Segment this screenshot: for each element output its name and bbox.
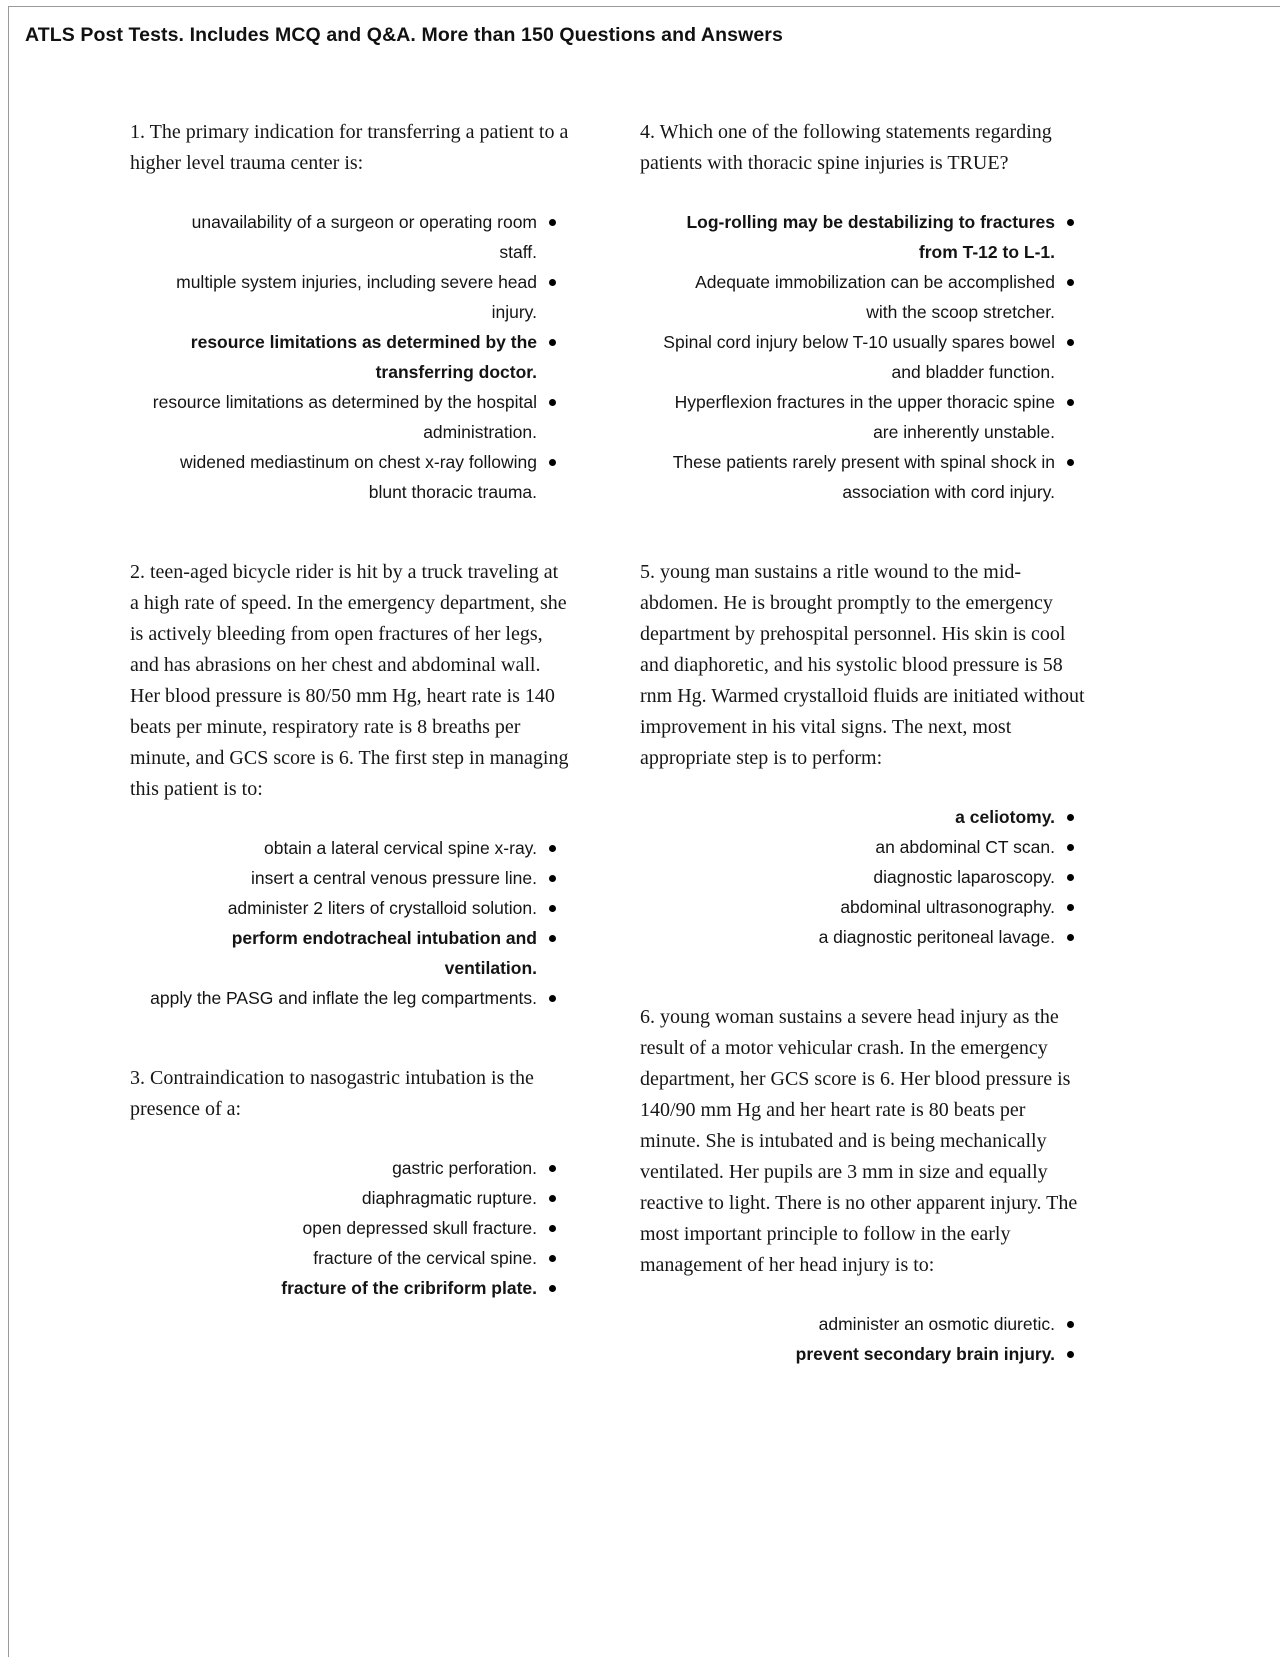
option-text: an abdominal CT scan. bbox=[875, 837, 1055, 857]
option-text: diaphragmatic rupture. bbox=[361, 1188, 537, 1208]
option-text: fracture of the cribriform plate. bbox=[281, 1278, 537, 1298]
bullet-icon bbox=[1067, 279, 1074, 286]
answer-option bbox=[150, 1273, 570, 1303]
answer-option bbox=[660, 922, 1088, 952]
option-text: resource limitations as determined by the hospital administration. bbox=[152, 392, 537, 442]
answer-option bbox=[150, 267, 570, 327]
answer-option bbox=[150, 893, 570, 923]
answer-option bbox=[660, 892, 1088, 922]
answer-option bbox=[150, 1153, 570, 1183]
bullet-icon bbox=[1067, 934, 1074, 941]
bullet-icon bbox=[549, 219, 556, 226]
options-list bbox=[640, 802, 1088, 952]
option-text: obtain a lateral cervical spine x-ray. bbox=[264, 838, 537, 858]
option-text: administer 2 liters of crystalloid solution. bbox=[227, 898, 537, 918]
answer-option bbox=[150, 207, 570, 267]
option-text: open depressed skull fracture. bbox=[302, 1218, 537, 1238]
answer-option bbox=[150, 327, 570, 387]
option-text: a diagnostic peritoneal lavage. bbox=[818, 927, 1055, 947]
bullet-icon bbox=[549, 905, 556, 912]
options-list bbox=[130, 833, 570, 1013]
question-block-6 bbox=[640, 1002, 1088, 1369]
question-block-2 bbox=[130, 557, 570, 1013]
answer-option bbox=[660, 1339, 1088, 1369]
answer-option bbox=[150, 387, 570, 447]
question-block-4 bbox=[640, 117, 1088, 507]
bullet-icon bbox=[1067, 459, 1074, 466]
bullet-icon bbox=[549, 339, 556, 346]
answer-option bbox=[150, 863, 570, 893]
bullet-icon bbox=[549, 459, 556, 466]
option-text: multiple system injuries, including severe head injury. bbox=[176, 272, 537, 322]
options-list bbox=[130, 1153, 570, 1303]
question-text: 3. Contraindication to nasogastric intubation is the presence of a: bbox=[130, 1067, 534, 1120]
answer-option bbox=[150, 923, 570, 983]
option-text: widened mediastinum on chest x-ray following blunt thoracic trauma. bbox=[180, 452, 537, 502]
bullet-icon bbox=[549, 1195, 556, 1202]
bullet-icon bbox=[1067, 814, 1074, 821]
option-text: apply the PASG and inflate the leg compartments. bbox=[150, 988, 537, 1008]
right-column bbox=[640, 117, 1088, 1419]
options-list bbox=[640, 1309, 1088, 1369]
option-text: Spinal cord injury below T-10 usually spares bowel and bladder function. bbox=[663, 332, 1055, 382]
document-title: ATLS Post Tests. Includes MCQ and Q&A. More than 150 Questions and Answers bbox=[25, 24, 783, 46]
answer-option bbox=[660, 832, 1088, 862]
document-body bbox=[0, 117, 1280, 1419]
answer-option bbox=[150, 1213, 570, 1243]
question-text: 4. Which one of the following statements regarding patients with thoracic spine injuries is TRUE? bbox=[640, 121, 1052, 174]
bullet-icon bbox=[1067, 874, 1074, 881]
bullet-icon bbox=[549, 935, 556, 942]
option-text: Hyperflexion fractures in the upper thoracic spine are inherently unstable. bbox=[674, 392, 1055, 442]
bullet-icon bbox=[549, 1165, 556, 1172]
answer-option bbox=[150, 1243, 570, 1273]
bullet-icon bbox=[549, 1285, 556, 1292]
option-text: Adequate immobilization can be accomplished with the scoop stretcher. bbox=[695, 272, 1055, 322]
answer-option bbox=[150, 833, 570, 863]
options-list bbox=[130, 207, 570, 507]
question-block-3 bbox=[130, 1063, 570, 1303]
option-text: insert a central venous pressure line. bbox=[251, 868, 537, 888]
option-text: diagnostic laparoscopy. bbox=[873, 867, 1055, 887]
question-text: 5. young man sustains a ritle wound to the mid-abdomen. He is brought promptly to the emergency department by prehospital personnel. His skin is cool and diaphoretic, and his systolic blood pressure is 58 rnm Hg. Warmed crystalloid fluids are initiated without improvement in his vital signs. The next, most appropriate step is to perform: bbox=[640, 561, 1085, 769]
answer-option bbox=[660, 862, 1088, 892]
question-text: 1. The primary indication for transferring a patient to a higher level trauma center is: bbox=[130, 121, 569, 174]
answer-option bbox=[150, 1183, 570, 1213]
option-text: administer an osmotic diuretic. bbox=[818, 1314, 1055, 1334]
option-text: These patients rarely present with spinal shock in association with cord injury. bbox=[672, 452, 1055, 502]
answer-option bbox=[150, 447, 570, 507]
question-block-5 bbox=[640, 557, 1088, 952]
bullet-icon bbox=[549, 995, 556, 1002]
bullet-icon bbox=[1067, 1321, 1074, 1328]
option-text: prevent secondary brain injury. bbox=[795, 1344, 1055, 1364]
option-text: perform endotracheal intubation and ventilation. bbox=[231, 928, 537, 978]
bullet-icon bbox=[549, 875, 556, 882]
answer-option bbox=[150, 983, 570, 1013]
answer-option bbox=[660, 387, 1088, 447]
question-text: 6. young woman sustains a severe head injury as the result of a motor vehicular crash. In the emergency department, her GCS score is 6. Her blood pressure is 140/90 mm Hg and her heart rate is 80 beats per minute. She is intubated and is being mechanically ventilated. Her pupils are 3 mm in size and equally reactive to light. There is no other apparent injury. The most important principle to follow in the early management of her head injury is to: bbox=[640, 1006, 1078, 1276]
bullet-icon bbox=[549, 279, 556, 286]
answer-option bbox=[660, 207, 1088, 267]
bullet-icon bbox=[549, 399, 556, 406]
answer-option bbox=[660, 1309, 1088, 1339]
question-text: 2. teen-aged bicycle rider is hit by a truck traveling at a high rate of speed. In the emergency department, she is actively bleeding from open fractures of her legs, and has abrasions on her chest and abdominal wall. Her blood pressure is 80/50 mm Hg, heart rate is 140 beats per minute, respiratory rate is 8 breaths per minute, and GCS score is 6. The first step in managing this patient is to: bbox=[130, 561, 569, 800]
options-list bbox=[640, 207, 1088, 507]
question-block-1 bbox=[130, 117, 570, 507]
bullet-icon bbox=[549, 845, 556, 852]
option-text: resource limitations as determined by the transferring doctor. bbox=[190, 332, 537, 382]
option-text: gastric perforation. bbox=[392, 1158, 537, 1178]
bullet-icon bbox=[549, 1255, 556, 1262]
option-text: Log-rolling may be destabilizing to fractures from T-12 to L-1. bbox=[686, 212, 1055, 262]
answer-option bbox=[660, 327, 1088, 387]
answer-option bbox=[660, 802, 1088, 832]
bullet-icon bbox=[1067, 844, 1074, 851]
bullet-icon bbox=[1067, 339, 1074, 346]
bullet-icon bbox=[1067, 219, 1074, 226]
option-text: unavailability of a surgeon or operating room staff. bbox=[191, 212, 537, 262]
answer-option bbox=[660, 267, 1088, 327]
bullet-icon bbox=[549, 1225, 556, 1232]
answer-option bbox=[660, 447, 1088, 507]
bullet-icon bbox=[1067, 904, 1074, 911]
bullet-icon bbox=[1067, 1351, 1074, 1358]
option-text: a celiotomy. bbox=[955, 807, 1055, 827]
bullet-icon bbox=[1067, 399, 1074, 406]
option-text: fracture of the cervical spine. bbox=[313, 1248, 537, 1268]
option-text: abdominal ultrasonography. bbox=[840, 897, 1055, 917]
left-column bbox=[130, 117, 570, 1419]
